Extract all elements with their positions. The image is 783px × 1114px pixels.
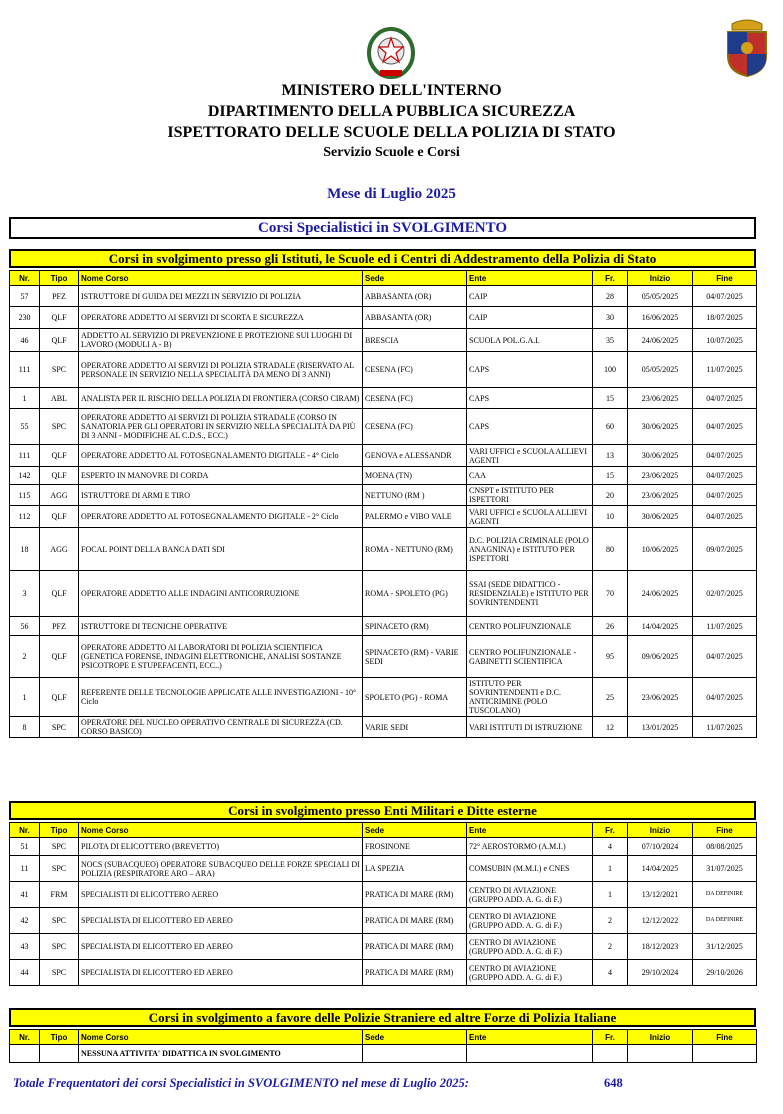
cell-ente: CENTRO DI AVIAZIONE (GRUPPO ADD. A. G. di F.)	[467, 908, 593, 934]
cell-inizio: 10/06/2025	[628, 528, 693, 571]
cell-nome-corso: ANALISTA PER IL RISCHIO DELLA POLIZIA DI FRONTIERA (CORSO CIRAM)	[79, 388, 363, 409]
cell-tipo: SPC	[40, 838, 79, 856]
table-row	[10, 307, 757, 329]
cell-sede: ABBASANTA (OR)	[363, 286, 467, 307]
cell-ente: CENTRO POLIFUNZIONALE	[467, 617, 593, 636]
col-header-nome-corso: Nome Corso	[79, 1030, 363, 1045]
cell-frequentatori: 35	[593, 329, 628, 352]
cell-tipo	[40, 1045, 79, 1063]
cell-fine	[693, 1045, 757, 1063]
cell-inizio: 13/01/2025	[628, 717, 693, 738]
cell-sede: PRATICA DI MARE (RM)	[363, 934, 467, 960]
table-row	[10, 528, 757, 571]
cell-tipo: AGG	[40, 485, 79, 506]
cell-frequentatori: 26	[593, 617, 628, 636]
cell-frequentatori: 80	[593, 528, 628, 571]
table-row	[10, 636, 757, 678]
header-row	[10, 823, 757, 838]
cell-fine: 04/07/2025	[693, 409, 757, 445]
cell-tipo: QLF	[40, 506, 79, 528]
col-header-tipo: Tipo	[40, 1030, 79, 1045]
cell-fine: 04/07/2025	[693, 445, 757, 467]
cell-frequentatori: 4	[593, 838, 628, 856]
col-header-sede: Sede	[363, 823, 467, 838]
cell-inizio: 30/06/2025	[628, 445, 693, 467]
cell-nome-corso: OPERATORE ADDETTO AI SERVIZI DI SCORTA E SICUREZZA	[79, 307, 363, 329]
cell-nome-corso: NESSUNA ATTIVITA' DIDATTICA IN SVOLGIMENTO	[79, 1045, 363, 1063]
cell-fine: 11/07/2025	[693, 352, 757, 388]
table-row	[10, 329, 757, 352]
cell-ente: CAA	[467, 467, 593, 485]
cell-sede: PRATICA DI MARE (RM)	[363, 908, 467, 934]
cell-ente: CAPS	[467, 352, 593, 388]
cell-nome-corso: ISTRUTTORE DI TECNICHE OPERATIVE	[79, 617, 363, 636]
col-header-nr: Nr.	[10, 1030, 40, 1045]
table-row	[10, 485, 757, 506]
cell-ente: VARI UFFICI e SCUOLA ALLIEVI AGENTI	[467, 445, 593, 467]
table-row	[10, 960, 757, 986]
table-row	[10, 908, 757, 934]
cell-nome-corso: SPECIALISTA DI ELICOTTERO ED AEREO	[79, 934, 363, 960]
cell-nome-corso: OPERATORE ADDETTO AI LABORATORI DI POLIZIA SCIENTIFICA (GENETICA FORENSE, INDAGINI ELETTRONICHE, ANALISI SOSTANZE PSICOTROPE E STUPEFACENTI, ECC..)	[79, 636, 363, 678]
cell-ente: SCUOLA POL.G.A.I.	[467, 329, 593, 352]
cell-nome-corso: ADDETTO AL SERVIZIO DI PREVENZIONE E PROTEZIONE SUI LUOGHI DI LAVORO (MODULI A - B)	[79, 329, 363, 352]
cell-nome-corso: ESPERTO IN MANOVRE DI CORDA	[79, 467, 363, 485]
cell-ente: CENTRO DI AVIAZIONE (GRUPPO ADD. A. G. di F.)	[467, 882, 593, 908]
table-row	[10, 445, 757, 467]
cell-frequentatori: 95	[593, 636, 628, 678]
col-header-ente: Ente	[467, 1030, 593, 1045]
cell-fine: 29/10/2026	[693, 960, 757, 986]
cell-fine: 02/07/2025	[693, 571, 757, 617]
cell-nome-corso: PILOTA DI ELICOTTERO (BREVETTO)	[79, 838, 363, 856]
col-header-frequentatori: Fr.	[593, 1030, 628, 1045]
cell-sede: SPINACETO (RM) - VARIE SEDI	[363, 636, 467, 678]
header-row	[10, 271, 757, 286]
cell-ente	[467, 1045, 593, 1063]
cell-sede: CESENA (FC)	[363, 409, 467, 445]
cell-fine: 04/07/2025	[693, 506, 757, 528]
cell-tipo: PFZ	[40, 286, 79, 307]
cell-ente: D.C. POLIZIA CRIMINALE (POLO ANAGNINA) e ISTITUTO PER ISPETTORI	[467, 528, 593, 571]
cell-inizio: 24/06/2025	[628, 571, 693, 617]
cell-tipo: QLF	[40, 445, 79, 467]
ministry-title: MINISTERO DELL'INTERNO	[281, 82, 502, 99]
cell-inizio: 23/06/2025	[628, 678, 693, 717]
cell-nr: 111	[10, 352, 40, 388]
col-header-inizio: Inizio	[628, 271, 693, 286]
cell-ente: CAIP	[467, 286, 593, 307]
cell-nome-corso: NOCS (SUBACQUEO) OPERATORE SUBACQUEO DELLE FORZE SPECIALI DI POLIZIA (RESPIRATORE ARO – ARA)	[79, 856, 363, 882]
cell-ente: ISTITUTO PER SOVRINTENDENTI e D.C. ANTICRIMINE (POLO TUSCOLANO)	[467, 678, 593, 717]
cell-nome-corso: FOCAL POINT DELLA BANCA DATI SDI	[79, 528, 363, 571]
cell-nr: 230	[10, 307, 40, 329]
cell-inizio: 05/05/2025	[628, 286, 693, 307]
cell-nr: 57	[10, 286, 40, 307]
section3-table	[9, 1029, 757, 1063]
cell-fine: 04/07/2025	[693, 636, 757, 678]
cell-nome-corso: OPERATORE DEL NUCLEO OPERATIVO CENTRALE DI SICUREZZA (CD. CORSO BASICO)	[79, 717, 363, 738]
cell-frequentatori: 15	[593, 467, 628, 485]
table-row	[10, 409, 757, 445]
cell-nr: 1	[10, 678, 40, 717]
col-header-fine: Fine	[693, 271, 757, 286]
col-header-fine: Fine	[693, 1030, 757, 1045]
cell-nr: 46	[10, 329, 40, 352]
cell-nr: 1	[10, 388, 40, 409]
cell-frequentatori: 30	[593, 307, 628, 329]
cell-nr: 8	[10, 717, 40, 738]
cell-frequentatori: 2	[593, 908, 628, 934]
cell-frequentatori: 13	[593, 445, 628, 467]
cell-nr: 112	[10, 506, 40, 528]
cell-inizio	[628, 1045, 693, 1063]
cell-tipo: QLF	[40, 678, 79, 717]
cell-inizio: 12/12/2022	[628, 908, 693, 934]
table-row	[10, 286, 757, 307]
section1-table	[9, 270, 757, 738]
section2-table	[9, 822, 757, 986]
cell-tipo: SPC	[40, 908, 79, 934]
cell-nr: 44	[10, 960, 40, 986]
cell-frequentatori: 10	[593, 506, 628, 528]
cell-sede: PRATICA DI MARE (RM)	[363, 882, 467, 908]
cell-tipo: SPC	[40, 856, 79, 882]
cell-fine: 04/07/2025	[693, 467, 757, 485]
cell-sede: FROSINONE	[363, 838, 467, 856]
cell-inizio: 23/06/2025	[628, 467, 693, 485]
col-header-tipo: Tipo	[40, 271, 79, 286]
cell-fine: 08/08/2025	[693, 838, 757, 856]
cell-fine: DA DEFINIRE	[693, 882, 757, 908]
cell-nr: 55	[10, 409, 40, 445]
table-row	[10, 934, 757, 960]
cell-fine: 04/07/2025	[693, 286, 757, 307]
cell-frequentatori: 100	[593, 352, 628, 388]
cell-nr	[10, 1045, 40, 1063]
cell-sede: LA SPEZIA	[363, 856, 467, 882]
cell-tipo: ABL	[40, 388, 79, 409]
section3-title: Corsi in svolgimento a favore delle Polizie Straniere ed altre Forze di Polizia Italiane	[9, 1008, 756, 1027]
cell-sede	[363, 1045, 467, 1063]
cell-nome-corso: REFERENTE DELLE TECNOLOGIE APPLICATE ALLE INVESTIGAZIONI - 10° Ciclo	[79, 678, 363, 717]
cell-frequentatori: 15	[593, 388, 628, 409]
cell-sede: ABBASANTA (OR)	[363, 307, 467, 329]
cell-frequentatori: 70	[593, 571, 628, 617]
cell-sede: GENOVA e ALESSANDR	[363, 445, 467, 467]
table-row	[10, 882, 757, 908]
cell-ente: CENTRO DI AVIAZIONE (GRUPPO ADD. A. G. di F.)	[467, 960, 593, 986]
cell-tipo: SPC	[40, 717, 79, 738]
main-banner: Corsi Specialistici in SVOLGIMENTO	[9, 217, 756, 239]
cell-inizio: 14/04/2025	[628, 856, 693, 882]
cell-tipo: PFZ	[40, 617, 79, 636]
cell-nome-corso: SPECIALISTA DI ELICOTTERO ED AEREO	[79, 960, 363, 986]
cell-nr: 41	[10, 882, 40, 908]
inspectorate-title: ISPETTORATO DELLE SCUOLE DELLA POLIZIA DI STATO	[167, 124, 616, 141]
cell-sede: SPOLETO (PG) - ROMA	[363, 678, 467, 717]
cell-ente: CNSPT e ISTITUTO PER ISPETTORI	[467, 485, 593, 506]
cell-nr: 111	[10, 445, 40, 467]
cell-frequentatori	[593, 1045, 628, 1063]
cell-ente: 72° AEROSTORMO (A.M.I.)	[467, 838, 593, 856]
col-header-inizio: Inizio	[628, 1030, 693, 1045]
cell-inizio: 30/06/2025	[628, 506, 693, 528]
cell-nome-corso: OPERATORE ADDETTO AL FOTOSEGNALAMENTO DIGITALE - 2° Ciclo	[79, 506, 363, 528]
col-header-fine: Fine	[693, 823, 757, 838]
cell-inizio: 24/06/2025	[628, 329, 693, 352]
footer-total-value: 648	[604, 1076, 623, 1090]
col-header-tipo: Tipo	[40, 823, 79, 838]
col-header-nr: Nr.	[10, 271, 40, 286]
cell-nome-corso: OPERATORE ADDETTO AI SERVIZI DI POLIZIA STRADALE (CORSO IN SANATORIA PER GLI OPERATORI IN SERVIZIO NELLA SPECIALITÀ DA PIÙ DI 3 ANNI - MODIFICHE AL C.D.S., ECC.)	[79, 409, 363, 445]
cell-tipo: SPC	[40, 352, 79, 388]
cell-ente: VARI ISTITUTI DI ISTRUZIONE	[467, 717, 593, 738]
col-header-inizio: Inizio	[628, 823, 693, 838]
section2-title: Corsi in svolgimento presso Enti Militari e Ditte esterne	[9, 801, 756, 820]
cell-inizio: 23/06/2025	[628, 485, 693, 506]
cell-nr: 115	[10, 485, 40, 506]
table-row	[10, 352, 757, 388]
cell-inizio: 16/06/2025	[628, 307, 693, 329]
cell-fine: 18/07/2025	[693, 307, 757, 329]
cell-nome-corso: SPECIALISTA DI ELICOTTERO ED AEREO	[79, 908, 363, 934]
cell-inizio: 13/12/2021	[628, 882, 693, 908]
cell-sede: VARIE SEDI	[363, 717, 467, 738]
cell-sede: PALERMO e VIBO VALE	[363, 506, 467, 528]
cell-nome-corso: OPERATORE ADDETTO AL FOTOSEGNALAMENTO DIGITALE - 4° Ciclo	[79, 445, 363, 467]
cell-nr: 2	[10, 636, 40, 678]
cell-ente: CAPS	[467, 409, 593, 445]
table-row	[10, 388, 757, 409]
cell-inizio: 07/10/2024	[628, 838, 693, 856]
italian-republic-emblem	[366, 24, 416, 80]
cell-sede: MOENA (TN)	[363, 467, 467, 485]
table-row	[10, 506, 757, 528]
cell-ente: VARI UFFICI e SCUOLA ALLIEVI AGENTI	[467, 506, 593, 528]
cell-ente: CENTRO POLIFUNZIONALE - GABINETTI SCIENTIFICA	[467, 636, 593, 678]
cell-nr: 3	[10, 571, 40, 617]
cell-sede: CESENA (FC)	[363, 352, 467, 388]
cell-nr: 42	[10, 908, 40, 934]
cell-inizio: 18/12/2023	[628, 934, 693, 960]
col-header-nr: Nr.	[10, 823, 40, 838]
cell-nome-corso: ISTRUTTORE DI GUIDA DEI MEZZI IN SERVIZIO DI POLIZIA	[79, 286, 363, 307]
cell-nr: 142	[10, 467, 40, 485]
cell-fine: 11/07/2025	[693, 617, 757, 636]
table-row	[10, 467, 757, 485]
cell-fine: 11/07/2025	[693, 717, 757, 738]
cell-nome-corso: ISTRUTTORE DI ARMI E TIRO	[79, 485, 363, 506]
cell-nr: 43	[10, 934, 40, 960]
cell-sede: CESENA (FC)	[363, 388, 467, 409]
cell-tipo: QLF	[40, 329, 79, 352]
cell-tipo: QLF	[40, 307, 79, 329]
cell-inizio: 05/05/2025	[628, 352, 693, 388]
col-header-ente: Ente	[467, 823, 593, 838]
cell-tipo: AGG	[40, 528, 79, 571]
cell-tipo: SPC	[40, 409, 79, 445]
cell-nome-corso: OPERATORE ADDETTO AI SERVIZI DI POLIZIA STRADALE (RISERVATO AL PERSONALE IN SERVIZIO NELLA SPECIALITÀ DA MENO DI 3 ANNI)	[79, 352, 363, 388]
col-header-frequentatori: Fr.	[593, 271, 628, 286]
col-header-nome-corso: Nome Corso	[79, 271, 363, 286]
cell-fine: 31/12/2025	[693, 934, 757, 960]
table-row	[10, 1045, 757, 1063]
col-header-ente: Ente	[467, 271, 593, 286]
cell-frequentatori: 1	[593, 856, 628, 882]
cell-frequentatori: 2	[593, 934, 628, 960]
cell-nome-corso: SPECIALISTI DI ELICOTTERO AEREO	[79, 882, 363, 908]
col-header-sede: Sede	[363, 271, 467, 286]
cell-inizio: 09/06/2025	[628, 636, 693, 678]
cell-nr: 51	[10, 838, 40, 856]
cell-inizio: 30/06/2025	[628, 409, 693, 445]
cell-ente: CAIP	[467, 307, 593, 329]
cell-sede: NETTUNO (RM )	[363, 485, 467, 506]
col-header-nome-corso: Nome Corso	[79, 823, 363, 838]
cell-inizio: 14/04/2025	[628, 617, 693, 636]
cell-sede: ROMA - SPOLETO (PG)	[363, 571, 467, 617]
cell-nome-corso: OPERATORE ADDETTO ALLE INDAGINI ANTICORRUZIONE	[79, 571, 363, 617]
cell-tipo: QLF	[40, 636, 79, 678]
month-title: Mese di Luglio 2025	[327, 186, 456, 202]
table-row	[10, 838, 757, 856]
cell-tipo: QLF	[40, 571, 79, 617]
cell-ente: SSAI (SEDE DIDATTICO - RESIDENZIALE) e ISTITUTO PER SOVRINTENDENTI	[467, 571, 593, 617]
cell-frequentatori: 28	[593, 286, 628, 307]
table-row	[10, 571, 757, 617]
cell-fine: 04/07/2025	[693, 388, 757, 409]
service-title: Servizio Scuole e Corsi	[323, 145, 460, 160]
cell-fine: 31/07/2025	[693, 856, 757, 882]
cell-fine: 10/07/2025	[693, 329, 757, 352]
col-header-sede: Sede	[363, 1030, 467, 1045]
cell-inizio: 23/06/2025	[628, 388, 693, 409]
col-header-frequentatori: Fr.	[593, 823, 628, 838]
cell-inizio: 29/10/2024	[628, 960, 693, 986]
table-row	[10, 717, 757, 738]
cell-fine: 04/07/2025	[693, 485, 757, 506]
cell-ente: CENTRO DI AVIAZIONE (GRUPPO ADD. A. G. di F.)	[467, 934, 593, 960]
cell-ente: COMSUBIN (M.M.I.) e CNES	[467, 856, 593, 882]
cell-frequentatori: 60	[593, 409, 628, 445]
table-row	[10, 678, 757, 717]
cell-nr: 11	[10, 856, 40, 882]
cell-nr: 18	[10, 528, 40, 571]
table-row	[10, 856, 757, 882]
cell-sede: ROMA - NETTUNO (RM)	[363, 528, 467, 571]
cell-fine: 04/07/2025	[693, 678, 757, 717]
table-row	[10, 617, 757, 636]
header-row	[10, 1030, 757, 1045]
cell-fine: DA DEFINIRE	[693, 908, 757, 934]
cell-frequentatori: 12	[593, 717, 628, 738]
cell-tipo: QLF	[40, 467, 79, 485]
cell-frequentatori: 25	[593, 678, 628, 717]
cell-sede: SPINACETO (RM)	[363, 617, 467, 636]
cell-nr: 56	[10, 617, 40, 636]
cell-tipo: SPC	[40, 960, 79, 986]
cell-fine: 09/07/2025	[693, 528, 757, 571]
cell-tipo: FRM	[40, 882, 79, 908]
footer-total-label: Totale Frequentatori dei corsi Specialistici in SVOLGIMENTO nel mese di Luglio 2025:	[13, 1076, 469, 1090]
polizia-di-stato-crest	[722, 18, 772, 78]
cell-frequentatori: 4	[593, 960, 628, 986]
cell-ente: CAPS	[467, 388, 593, 409]
cell-tipo: SPC	[40, 934, 79, 960]
section1-title: Corsi in svolgimento presso gli Istituti, le Scuole ed i Centri di Addestramento della Polizia di Stato	[9, 249, 756, 268]
cell-frequentatori: 20	[593, 485, 628, 506]
cell-frequentatori: 1	[593, 882, 628, 908]
cell-sede: PRATICA DI MARE (RM)	[363, 960, 467, 986]
department-title: DIPARTIMENTO DELLA PUBBLICA SICUREZZA	[207, 103, 576, 120]
cell-sede: BRESCIA	[363, 329, 467, 352]
